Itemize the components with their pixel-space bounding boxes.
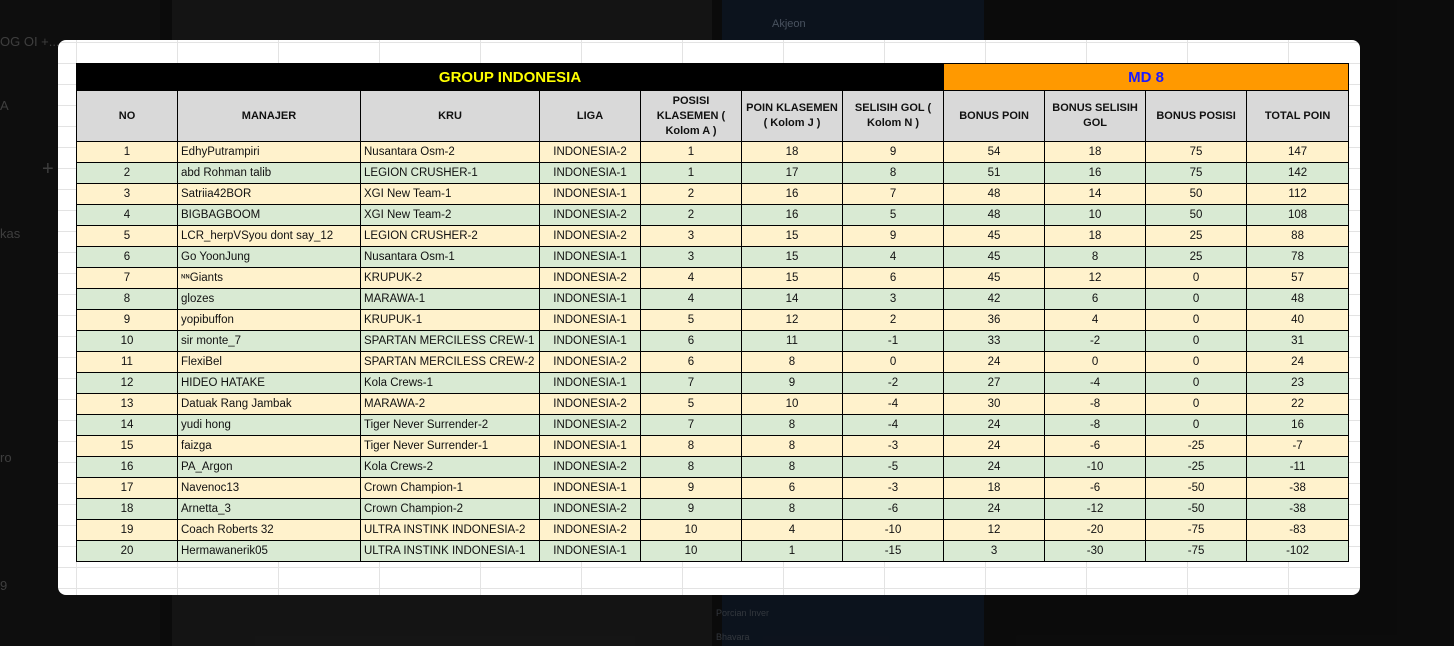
matchday-title: MD 8: [944, 64, 1349, 91]
cell-selisih: 9: [843, 226, 944, 247]
cell-poin: 1: [742, 541, 843, 562]
cell-no: 16: [77, 457, 178, 478]
cell-total: 108: [1247, 205, 1349, 226]
column-header: TOTAL POIN: [1247, 91, 1349, 142]
column-header: POSISI KLASEMEN ( Kolom A ): [641, 91, 742, 142]
cell-bonus-posisi: 25: [1146, 226, 1247, 247]
cell-bonus-poin: 45: [944, 226, 1045, 247]
cell-total: 112: [1247, 184, 1349, 205]
cell-total: -102: [1247, 541, 1349, 562]
cell-manajer: EdhyPutrampiri: [178, 142, 361, 163]
cell-total: 31: [1247, 331, 1349, 352]
cell-kru: Tiger Never Surrender-1: [361, 436, 540, 457]
cell-liga: INDONESIA-2: [540, 226, 641, 247]
cell-manajer: Satriia42BOR: [178, 184, 361, 205]
cell-liga: INDONESIA-1: [540, 289, 641, 310]
cell-bonus-selisih: -2: [1045, 331, 1146, 352]
cell-selisih: -2: [843, 373, 944, 394]
column-header: SELISIH GOL ( Kolom N ): [843, 91, 944, 142]
cell-poin: 15: [742, 268, 843, 289]
cell-total: 48: [1247, 289, 1349, 310]
cell-selisih: 0: [843, 352, 944, 373]
standings-table: [76, 63, 1349, 562]
table-body: [77, 142, 1349, 562]
cell-bonus-selisih: 10: [1045, 205, 1146, 226]
cell-no: 8: [77, 289, 178, 310]
cell-posisi: 7: [641, 373, 742, 394]
cell-bonus-poin: 48: [944, 205, 1045, 226]
table-row: [77, 478, 1349, 499]
column-header: POIN KLASEMEN ( Kolom J ): [742, 91, 843, 142]
column-header: MANAJER: [178, 91, 361, 142]
cell-kru: KRUPUK-2: [361, 268, 540, 289]
cell-selisih: -4: [843, 415, 944, 436]
cell-poin: 4: [742, 520, 843, 541]
cell-kru: Crown Champion-1: [361, 478, 540, 499]
cell-poin: 9: [742, 373, 843, 394]
cell-poin: 14: [742, 289, 843, 310]
cell-manajer: Datuak Rang Jambak: [178, 394, 361, 415]
cell-bonus-selisih: 18: [1045, 226, 1146, 247]
table-row: [77, 415, 1349, 436]
cell-bonus-poin: 12: [944, 520, 1045, 541]
cell-poin: 15: [742, 247, 843, 268]
cell-no: 13: [77, 394, 178, 415]
cell-posisi: 5: [641, 310, 742, 331]
table-row: [77, 394, 1349, 415]
cell-poin: 8: [742, 457, 843, 478]
cell-bonus-posisi: -25: [1146, 457, 1247, 478]
cell-bonus-selisih: 4: [1045, 310, 1146, 331]
table-row: [77, 457, 1349, 478]
cell-no: 18: [77, 499, 178, 520]
cell-bonus-poin: 45: [944, 268, 1045, 289]
cell-liga: INDONESIA-1: [540, 373, 641, 394]
cell-selisih: 9: [843, 142, 944, 163]
cell-selisih: 3: [843, 289, 944, 310]
cell-manajer: Navenoc13: [178, 478, 361, 499]
cell-bonus-selisih: -10: [1045, 457, 1146, 478]
cell-bonus-selisih: -20: [1045, 520, 1146, 541]
cell-manajer: HIDEO HATAKE: [178, 373, 361, 394]
cell-kru: Nusantara Osm-1: [361, 247, 540, 268]
cell-manajer: faizga: [178, 436, 361, 457]
cell-posisi: 7: [641, 415, 742, 436]
image-viewer-modal: [58, 40, 1360, 595]
cell-bonus-poin: 42: [944, 289, 1045, 310]
cell-posisi: 8: [641, 457, 742, 478]
cell-manajer: yudi hong: [178, 415, 361, 436]
cell-bonus-posisi: 25: [1146, 247, 1247, 268]
column-header: NO: [77, 91, 178, 142]
cell-liga: INDONESIA-1: [540, 541, 641, 562]
cell-liga: INDONESIA-1: [540, 310, 641, 331]
cell-poin: 16: [742, 205, 843, 226]
cell-manajer: ᶰᶰGiants: [178, 268, 361, 289]
cell-selisih: 5: [843, 205, 944, 226]
cell-posisi: 1: [641, 142, 742, 163]
cell-no: 2: [77, 163, 178, 184]
cell-bonus-posisi: 50: [1146, 205, 1247, 226]
cell-liga: INDONESIA-1: [540, 184, 641, 205]
cell-kru: Kola Crews-2: [361, 457, 540, 478]
cell-posisi: 8: [641, 436, 742, 457]
cell-total: -38: [1247, 478, 1349, 499]
cell-liga: INDONESIA-2: [540, 457, 641, 478]
cell-manajer: Coach Roberts 32: [178, 520, 361, 541]
cell-selisih: 7: [843, 184, 944, 205]
cell-no: 15: [77, 436, 178, 457]
cell-liga: INDONESIA-1: [540, 436, 641, 457]
cell-poin: 8: [742, 352, 843, 373]
cell-bonus-posisi: 50: [1146, 184, 1247, 205]
table-row: [77, 310, 1349, 331]
column-header: LIGA: [540, 91, 641, 142]
cell-manajer: yopibuffon: [178, 310, 361, 331]
cell-no: 10: [77, 331, 178, 352]
cell-total: 24: [1247, 352, 1349, 373]
table-row: [77, 289, 1349, 310]
cell-liga: INDONESIA-2: [540, 142, 641, 163]
cell-bonus-poin: 33: [944, 331, 1045, 352]
cell-manajer: Hermawanerik05: [178, 541, 361, 562]
cell-poin: 12: [742, 310, 843, 331]
cell-kru: LEGION CRUSHER-1: [361, 163, 540, 184]
group-title: GROUP INDONESIA: [77, 64, 944, 91]
cell-selisih: -3: [843, 478, 944, 499]
cell-total: 40: [1247, 310, 1349, 331]
cell-bonus-poin: 24: [944, 352, 1045, 373]
cell-bonus-selisih: 0: [1045, 352, 1146, 373]
cell-manajer: BIGBAGBOOM: [178, 205, 361, 226]
cell-bonus-poin: 18: [944, 478, 1045, 499]
cell-no: 17: [77, 478, 178, 499]
cell-selisih: -3: [843, 436, 944, 457]
cell-poin: 10: [742, 394, 843, 415]
cell-poin: 15: [742, 226, 843, 247]
cell-total: 147: [1247, 142, 1349, 163]
cell-kru: ULTRA INSTINK INDONESIA-2: [361, 520, 540, 541]
cell-total: 22: [1247, 394, 1349, 415]
cell-poin: 8: [742, 436, 843, 457]
cell-bonus-selisih: 12: [1045, 268, 1146, 289]
cell-posisi: 2: [641, 184, 742, 205]
cell-bonus-posisi: 0: [1146, 331, 1247, 352]
column-header-row: [77, 91, 1349, 142]
cell-liga: INDONESIA-2: [540, 415, 641, 436]
table-row: [77, 205, 1349, 226]
cell-bonus-selisih: 18: [1045, 142, 1146, 163]
cell-posisi: 9: [641, 499, 742, 520]
cell-posisi: 2: [641, 205, 742, 226]
cell-bonus-posisi: 0: [1146, 310, 1247, 331]
cell-no: 12: [77, 373, 178, 394]
table-row: [77, 184, 1349, 205]
table-row: [77, 499, 1349, 520]
cell-total: 142: [1247, 163, 1349, 184]
table-row: [77, 163, 1349, 184]
cell-bonus-posisi: 0: [1146, 394, 1247, 415]
cell-no: 1: [77, 142, 178, 163]
cell-total: 78: [1247, 247, 1349, 268]
cell-total: -38: [1247, 499, 1349, 520]
cell-kru: Tiger Never Surrender-2: [361, 415, 540, 436]
cell-poin: 11: [742, 331, 843, 352]
cell-bonus-poin: 24: [944, 499, 1045, 520]
cell-liga: INDONESIA-2: [540, 205, 641, 226]
cell-manajer: FlexiBel: [178, 352, 361, 373]
cell-liga: INDONESIA-1: [540, 478, 641, 499]
cell-bonus-selisih: 8: [1045, 247, 1146, 268]
column-header: BONUS POSISI: [1146, 91, 1247, 142]
cell-selisih: 2: [843, 310, 944, 331]
cell-no: 11: [77, 352, 178, 373]
cell-bonus-selisih: 6: [1045, 289, 1146, 310]
cell-poin: 17: [742, 163, 843, 184]
cell-poin: 8: [742, 415, 843, 436]
cell-liga: INDONESIA-1: [540, 331, 641, 352]
cell-bonus-poin: 3: [944, 541, 1045, 562]
cell-bonus-posisi: -50: [1146, 478, 1247, 499]
cell-kru: Kola Crews-1: [361, 373, 540, 394]
table-row: [77, 520, 1349, 541]
cell-liga: INDONESIA-1: [540, 163, 641, 184]
cell-bonus-posisi: 0: [1146, 373, 1247, 394]
cell-liga: INDONESIA-2: [540, 520, 641, 541]
table-row: [77, 373, 1349, 394]
cell-total: 16: [1247, 415, 1349, 436]
table-row: [77, 226, 1349, 247]
cell-no: 9: [77, 310, 178, 331]
cell-poin: 8: [742, 499, 843, 520]
cell-no: 4: [77, 205, 178, 226]
cell-bonus-posisi: 0: [1146, 289, 1247, 310]
cell-no: 7: [77, 268, 178, 289]
cell-posisi: 3: [641, 247, 742, 268]
cell-no: 3: [77, 184, 178, 205]
cell-total: -7: [1247, 436, 1349, 457]
cell-liga: INDONESIA-1: [540, 247, 641, 268]
cell-posisi: 5: [641, 394, 742, 415]
cell-kru: KRUPUK-1: [361, 310, 540, 331]
cell-kru: XGI New Team-2: [361, 205, 540, 226]
cell-posisi: 10: [641, 541, 742, 562]
table-row: [77, 142, 1349, 163]
cell-bonus-poin: 51: [944, 163, 1045, 184]
cell-bonus-posisi: 75: [1146, 163, 1247, 184]
table-row: [77, 331, 1349, 352]
cell-posisi: 10: [641, 520, 742, 541]
cell-bonus-selisih: -30: [1045, 541, 1146, 562]
cell-bonus-poin: 45: [944, 247, 1045, 268]
cell-kru: ULTRA INSTINK INDONESIA-1: [361, 541, 540, 562]
cell-liga: INDONESIA-2: [540, 268, 641, 289]
cell-posisi: 3: [641, 226, 742, 247]
column-header: KRU: [361, 91, 540, 142]
cell-kru: SPARTAN MERCILESS CREW-1: [361, 331, 540, 352]
cell-bonus-poin: 24: [944, 457, 1045, 478]
cell-bonus-posisi: -25: [1146, 436, 1247, 457]
cell-manajer: glozes: [178, 289, 361, 310]
table-row: [77, 268, 1349, 289]
cell-posisi: 6: [641, 352, 742, 373]
cell-selisih: -6: [843, 499, 944, 520]
cell-bonus-poin: 24: [944, 436, 1045, 457]
cell-selisih: -15: [843, 541, 944, 562]
cell-bonus-posisi: 75: [1146, 142, 1247, 163]
cell-bonus-posisi: 0: [1146, 352, 1247, 373]
cell-kru: Crown Champion-2: [361, 499, 540, 520]
cell-posisi: 6: [641, 331, 742, 352]
cell-posisi: 9: [641, 478, 742, 499]
cell-kru: MARAWA-2: [361, 394, 540, 415]
cell-total: 88: [1247, 226, 1349, 247]
cell-bonus-poin: 27: [944, 373, 1045, 394]
table-row: [77, 247, 1349, 268]
cell-liga: INDONESIA-2: [540, 499, 641, 520]
cell-manajer: Go YoonJung: [178, 247, 361, 268]
cell-bonus-poin: 54: [944, 142, 1045, 163]
table-row: [77, 352, 1349, 373]
cell-bonus-selisih: -6: [1045, 478, 1146, 499]
cell-bonus-selisih: 14: [1045, 184, 1146, 205]
cell-kru: XGI New Team-1: [361, 184, 540, 205]
cell-bonus-posisi: 0: [1146, 415, 1247, 436]
cell-bonus-posisi: -50: [1146, 499, 1247, 520]
cell-selisih: -4: [843, 394, 944, 415]
cell-no: 5: [77, 226, 178, 247]
cell-manajer: Arnetta_3: [178, 499, 361, 520]
cell-total: -83: [1247, 520, 1349, 541]
cell-selisih: 4: [843, 247, 944, 268]
cell-manajer: abd Rohman talib: [178, 163, 361, 184]
cell-bonus-selisih: -8: [1045, 415, 1146, 436]
cell-manajer: sir monte_7: [178, 331, 361, 352]
cell-poin: 6: [742, 478, 843, 499]
cell-bonus-poin: 36: [944, 310, 1045, 331]
cell-kru: Nusantara Osm-2: [361, 142, 540, 163]
cell-no: 20: [77, 541, 178, 562]
cell-selisih: -10: [843, 520, 944, 541]
cell-bonus-posisi: 0: [1146, 268, 1247, 289]
table-row: [77, 436, 1349, 457]
cell-kru: MARAWA-1: [361, 289, 540, 310]
column-header: BONUS SELISIH GOL: [1045, 91, 1146, 142]
cell-kru: SPARTAN MERCILESS CREW-2: [361, 352, 540, 373]
cell-poin: 18: [742, 142, 843, 163]
cell-selisih: 6: [843, 268, 944, 289]
cell-bonus-poin: 24: [944, 415, 1045, 436]
cell-posisi: 4: [641, 289, 742, 310]
cell-kru: LEGION CRUSHER-2: [361, 226, 540, 247]
cell-bonus-selisih: -6: [1045, 436, 1146, 457]
cell-bonus-poin: 30: [944, 394, 1045, 415]
cell-total: 57: [1247, 268, 1349, 289]
cell-selisih: -5: [843, 457, 944, 478]
cell-bonus-selisih: -12: [1045, 499, 1146, 520]
cell-manajer: PA_Argon: [178, 457, 361, 478]
cell-no: 6: [77, 247, 178, 268]
cell-no: 19: [77, 520, 178, 541]
cell-posisi: 1: [641, 163, 742, 184]
table-row: [77, 541, 1349, 562]
cell-manajer: LCR_herpVSyou dont say_12: [178, 226, 361, 247]
cell-bonus-poin: 48: [944, 184, 1045, 205]
cell-liga: INDONESIA-2: [540, 352, 641, 373]
cell-no: 14: [77, 415, 178, 436]
cell-selisih: -1: [843, 331, 944, 352]
cell-poin: 16: [742, 184, 843, 205]
cell-bonus-selisih: -4: [1045, 373, 1146, 394]
cell-bonus-posisi: -75: [1146, 520, 1247, 541]
cell-total: -11: [1247, 457, 1349, 478]
cell-selisih: 8: [843, 163, 944, 184]
cell-posisi: 4: [641, 268, 742, 289]
column-header: BONUS POIN: [944, 91, 1045, 142]
cell-bonus-posisi: -75: [1146, 541, 1247, 562]
cell-bonus-selisih: -8: [1045, 394, 1146, 415]
cell-bonus-selisih: 16: [1045, 163, 1146, 184]
cell-total: 23: [1247, 373, 1349, 394]
cell-liga: INDONESIA-2: [540, 394, 641, 415]
